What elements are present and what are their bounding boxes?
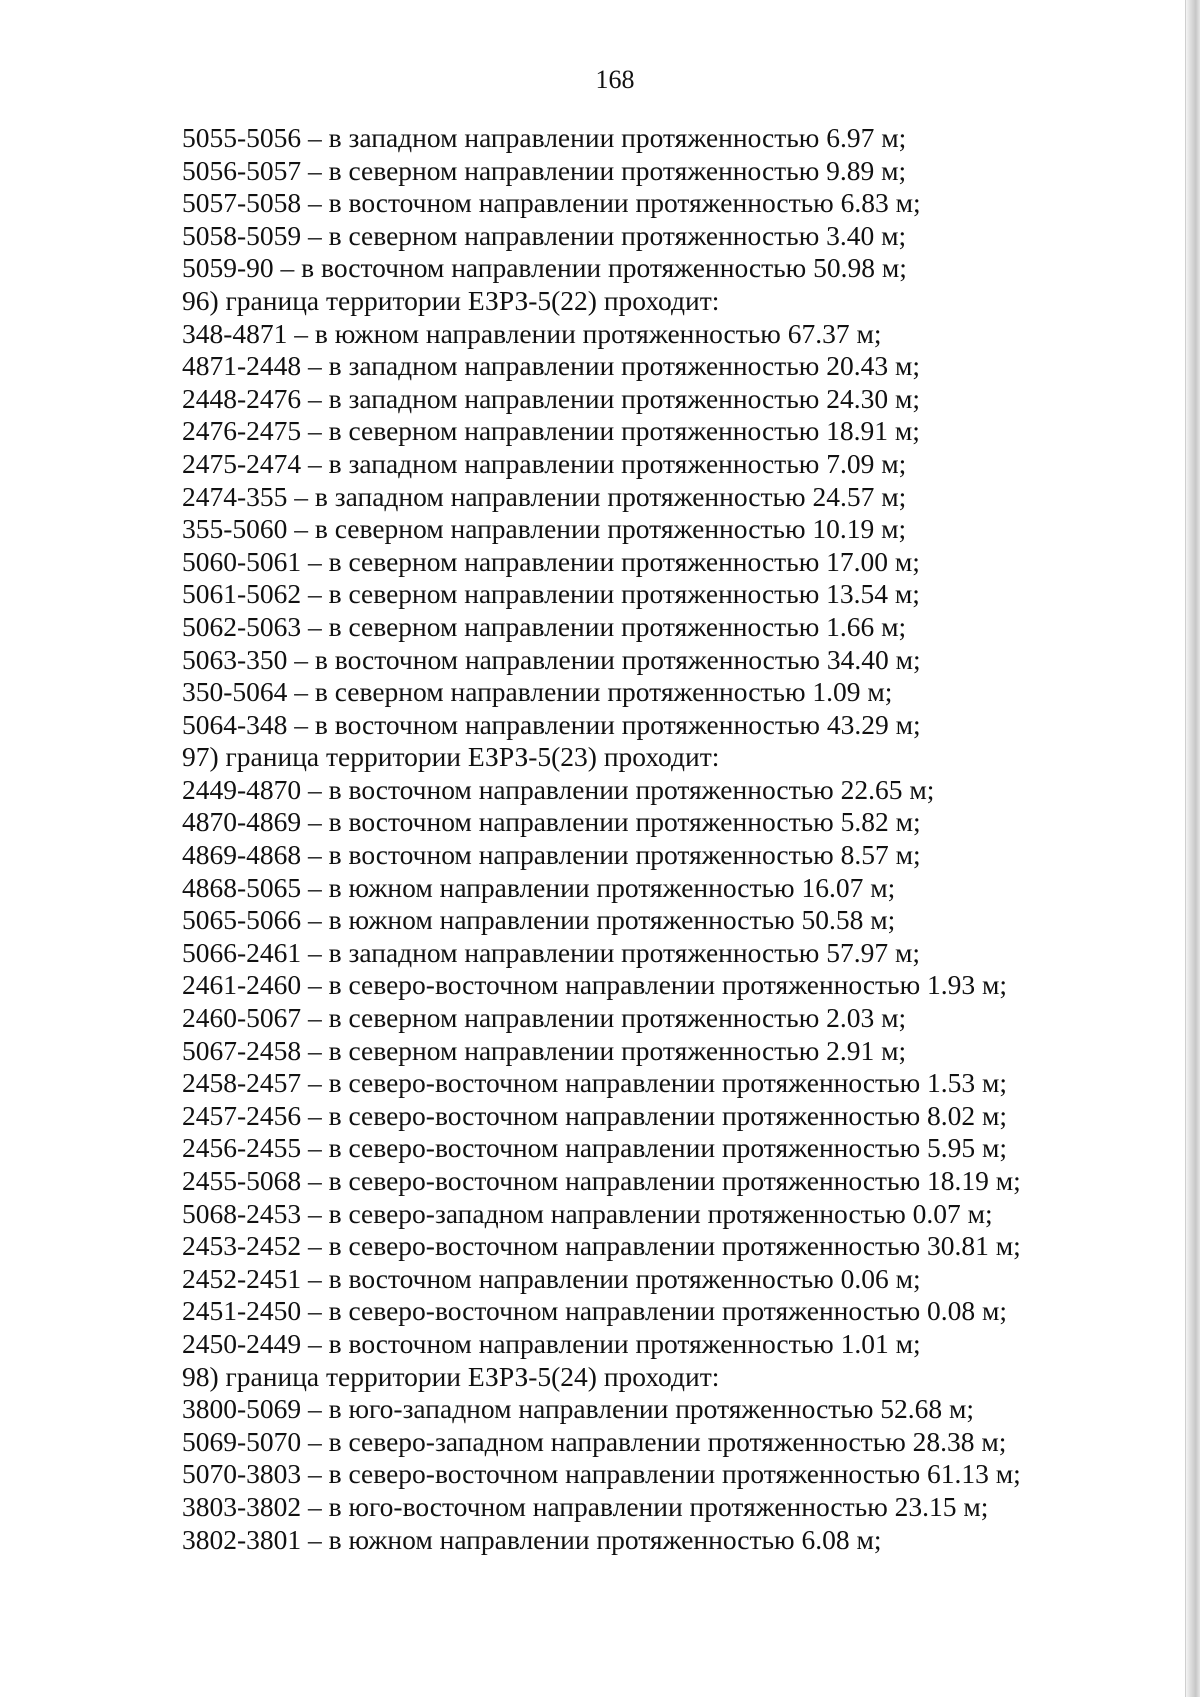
text-line: 5065-5066 – в южном направлении протяженностью 50.58 м; [182, 904, 896, 936]
text-line: 4868-5065 – в южном направлении протяженностью 16.07 м; [182, 871, 896, 903]
text-line: 5063-350 – в восточном направлении протяженностью 34.40 м; [182, 643, 921, 675]
text-line: 2449-4870 – в восточном направлении протяженностью 22.65 м; [182, 773, 935, 805]
text-line: 2453-2452 – в северо-восточном направлении протяженностью 30.81 м; [182, 1230, 1021, 1262]
text-line: 2457-2456 – в северо-восточном направлении протяженностью 8.02 м; [182, 1099, 1008, 1131]
text-line: 2455-5068 – в северо-восточном направлении протяженностью 18.19 м; [182, 1165, 1021, 1196]
text-line: 2456-2455 – в северо-восточном направлении протяженностью 5.95 м; [182, 1132, 1008, 1164]
boundary-description-list [182, 122, 1062, 1556]
text-line: 4871-2448 – в западном направлении протяженностью 20.43 м; [182, 350, 921, 382]
text-line: 5068-2453 – в северо-западном направлении протяженностью 0.07 м; [182, 1197, 993, 1229]
scan-edge-strip [1186, 0, 1200, 1697]
text-line: 2458-2457 – в северо-восточном направлении протяженностью 1.53 м; [182, 1067, 1008, 1099]
text-line: 3803-3802 – в юго-восточном направлении протяженностью 23.15 м; [182, 1490, 989, 1522]
text-line: 2475-2474 – в западном направлении протяженностью 7.09 м; [182, 447, 907, 479]
text-line: 5067-2458 – в северном направлении протяженностью 2.91 м; [182, 1034, 907, 1066]
text-line: 5057-5058 – в восточном направлении протяженностью 6.83 м; [182, 187, 921, 219]
page-number: 168 [595, 65, 635, 94]
text-line: 97) граница территории ЕЗРЗ-5(23) проходит: [182, 741, 720, 773]
text-line: 5061-5062 – в северном направлении протяженностью 13.54 м; [182, 578, 920, 610]
text-line: 4869-4868 – в восточном направлении протяженностью 8.57 м; [182, 839, 921, 871]
text-line: 2450-2449 – в восточном направлении протяженностью 1.01 м; [182, 1327, 921, 1359]
text-line: 5056-5057 – в северном направлении протяженностью 9.89 м; [182, 154, 907, 186]
text-line: 5070-3803 – в северо-восточном направлении протяженностью 61.13 м; [182, 1458, 1021, 1490]
text-line: 350-5064 – в северном направлении протяженностью 1.09 м; [182, 676, 893, 708]
text-line: 5059-90 – в восточном направлении протяженностью 50.98 м; [182, 252, 907, 284]
text-line: 348-4871 – в южном направлении протяженностью 67.37 м; [182, 317, 882, 349]
text-line: 2474-355 – в западном направлении протяженностью 24.57 м; [182, 480, 907, 512]
text-line: 5066-2461 – в западном направлении протяженностью 57.97 м; [182, 936, 921, 968]
text-line: 2461-2460 – в северо-восточном направлении протяженностью 1.93 м; [182, 969, 1008, 1001]
text-line: 2451-2450 – в северо-восточном направлении протяженностью 0.08 м; [182, 1295, 1008, 1327]
text-line: 2448-2476 – в западном направлении протяженностью 24.30 м; [182, 382, 921, 414]
text-line: 2452-2451 – в восточном направлении протяженностью 0.06 м; [182, 1262, 921, 1294]
text-line: 5062-5063 – в северном направлении протяженностью 1.66 м; [182, 610, 907, 642]
text-line: 3802-3801 – в южном направлении протяженностью 6.08 м; [182, 1523, 882, 1555]
text-line: 5069-5070 – в северо-западном направлении протяженностью 28.38 м; [182, 1425, 1007, 1457]
text-line: 98) граница территории ЕЗРЗ-5(24) проходит: [182, 1360, 720, 1392]
text-line: 5060-5061 – в северном направлении протяженностью 17.00 м; [182, 545, 920, 577]
text-line: 355-5060 – в северном направлении протяженностью 10.19 м; [182, 513, 907, 545]
text-line: 5064-348 – в восточном направлении протяженностью 43.29 м; [182, 708, 921, 740]
text-line: 5058-5059 – в северном направлении протяженностью 3.40 м; [182, 219, 907, 251]
text-line: 4870-4869 – в восточном направлении протяженностью 5.82 м; [182, 806, 921, 838]
text-line: 5055-5056 – в западном направлении протяженностью 6.97 м; [182, 122, 907, 153]
text-line: 2460-5067 – в северном направлении протяженностью 2.03 м; [182, 1002, 907, 1034]
text-line: 96) граница территории ЕЗРЗ-5(22) проходит: [182, 284, 720, 316]
text-line: 2476-2475 – в северном направлении протяженностью 18.91 м; [182, 415, 920, 447]
text-line: 3800-5069 – в юго-западном направлении протяженностью 52.68 м; [182, 1393, 975, 1425]
